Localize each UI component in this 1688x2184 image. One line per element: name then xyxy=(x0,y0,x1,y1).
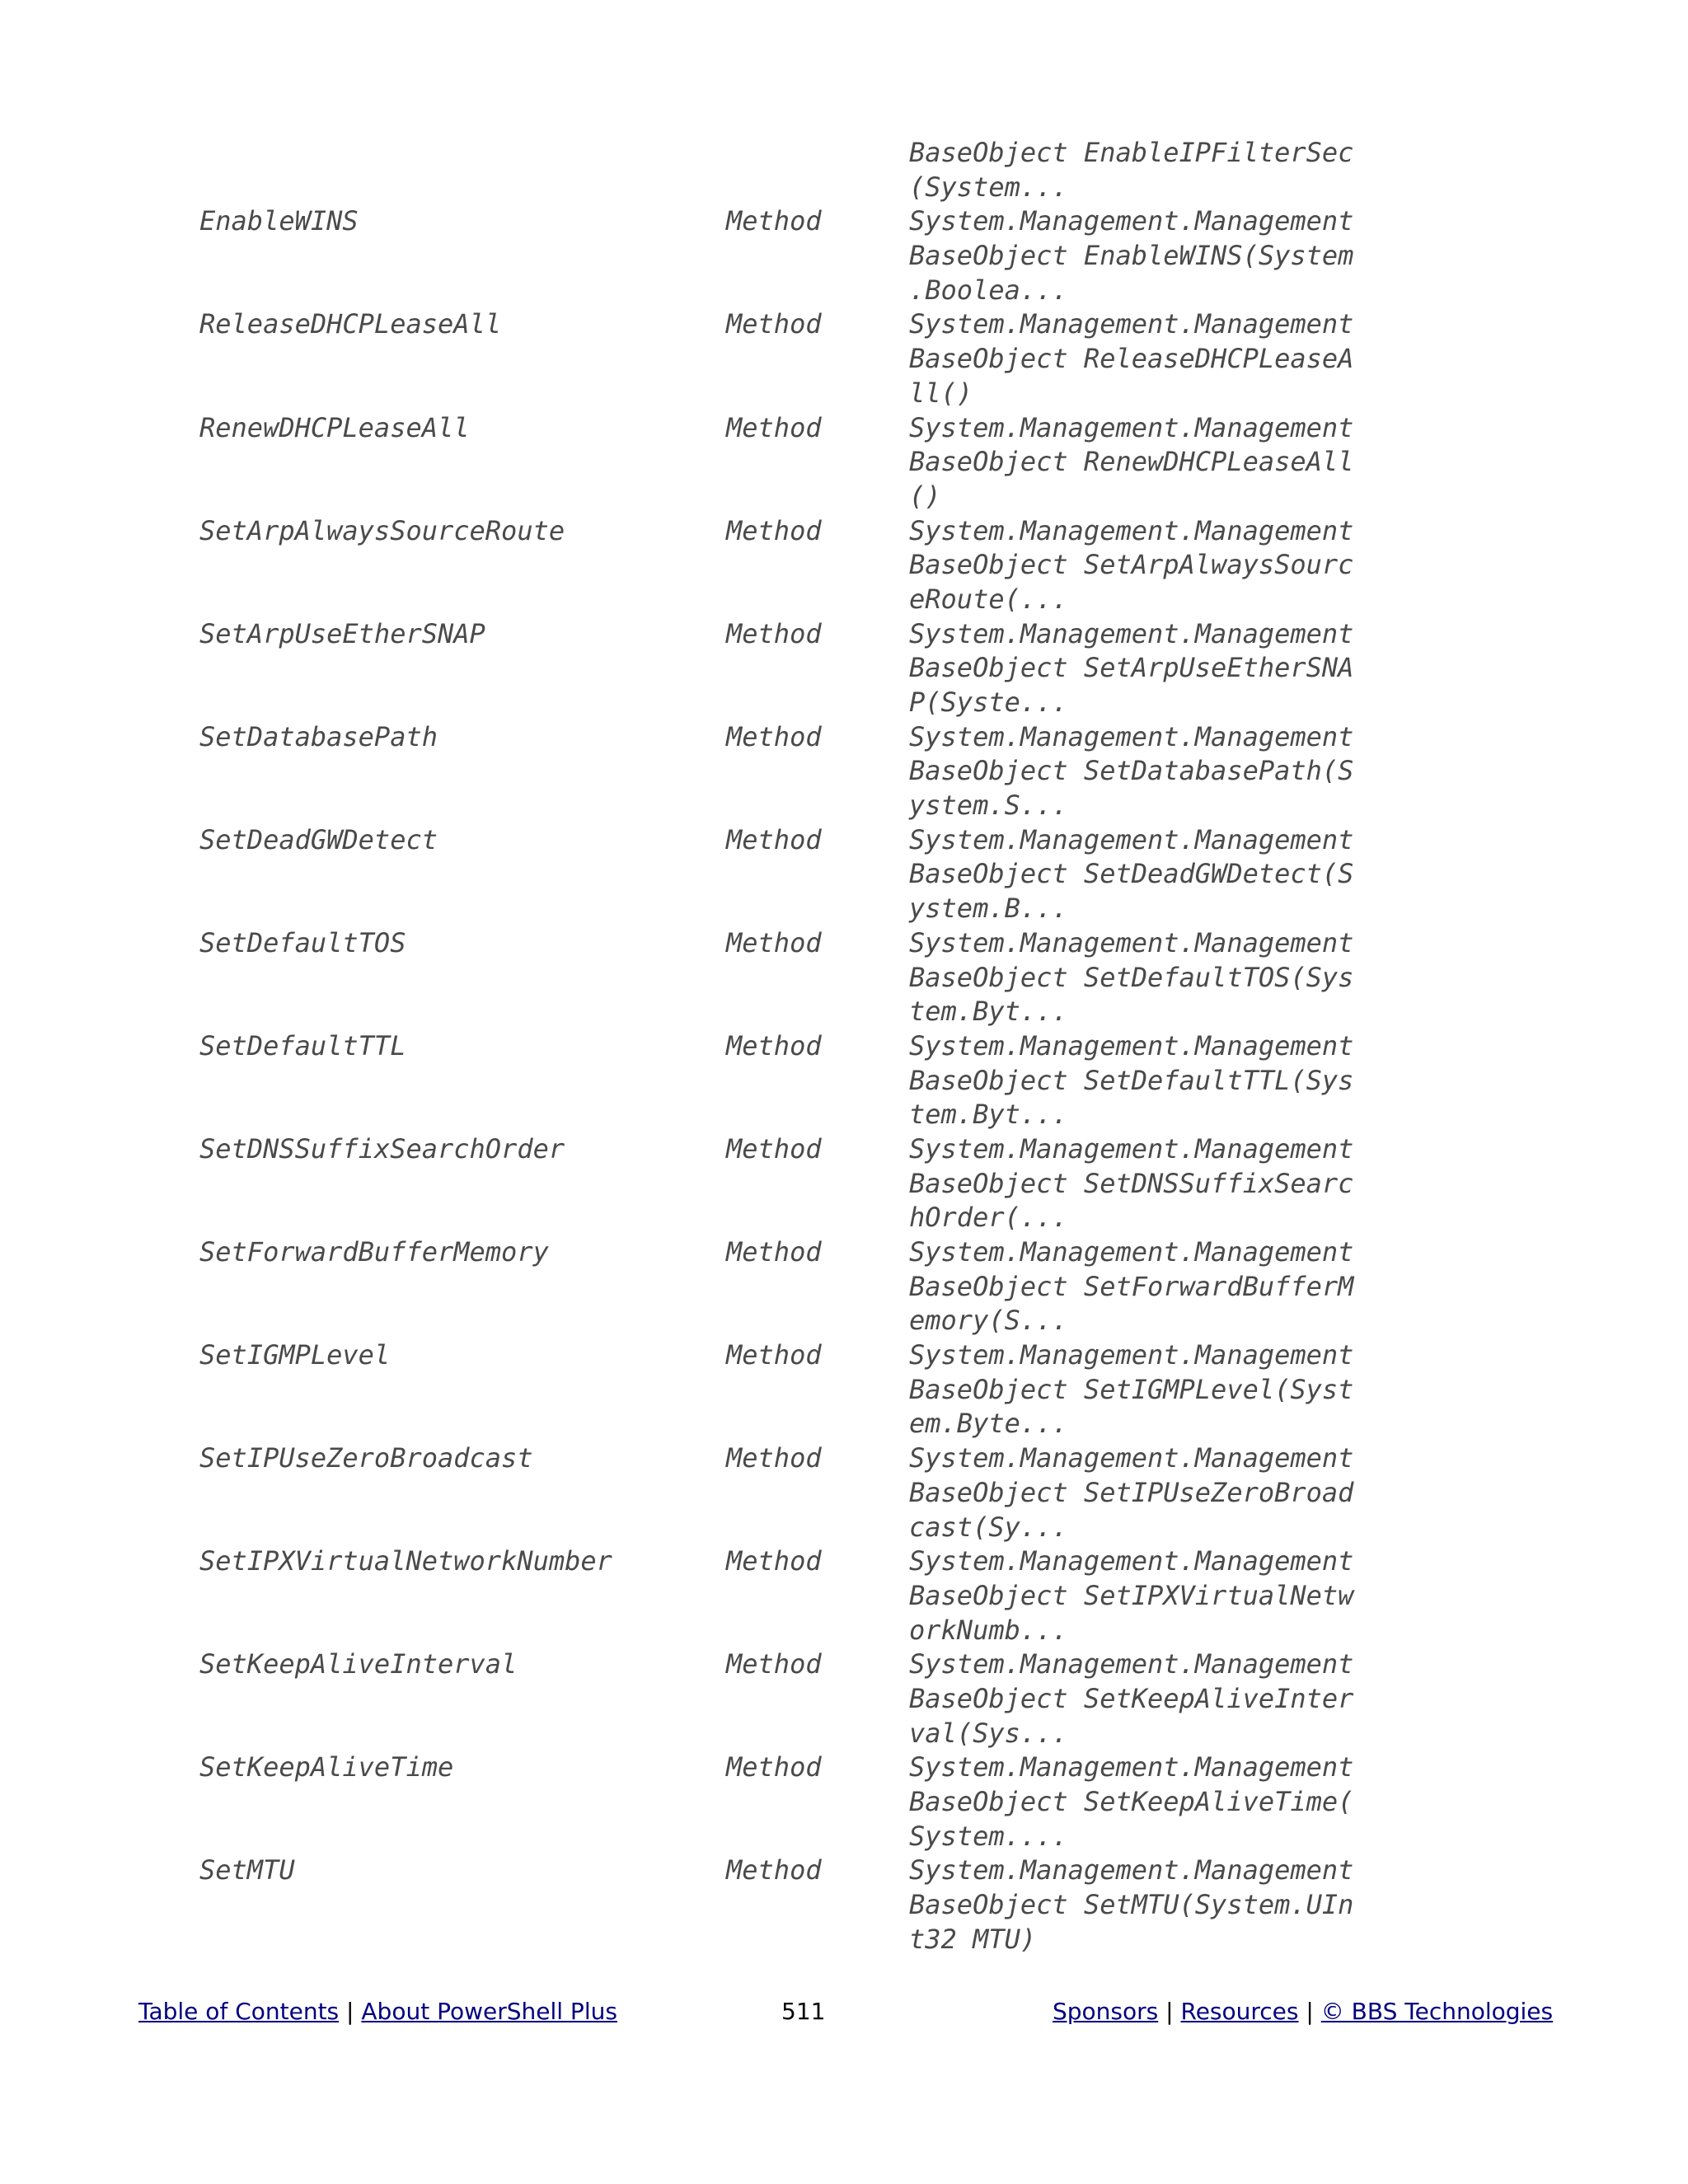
listing-line xyxy=(0,1682,1688,1717)
member-definition: em.Byte... xyxy=(909,1408,1068,1440)
member-type: Method xyxy=(726,1132,822,1165)
member-definition: .Boolea... xyxy=(909,274,1068,306)
member-definition: hOrder(... xyxy=(909,1202,1068,1234)
member-type: Method xyxy=(726,308,822,340)
member-definition: BaseObject SetArpUseEtherSNA xyxy=(909,652,1354,684)
listing-line xyxy=(0,823,1688,858)
listing-line xyxy=(0,857,1688,892)
member-definition: System.Management.Management xyxy=(909,617,1354,649)
member-listing xyxy=(0,136,1688,1957)
listing-line xyxy=(0,1064,1688,1099)
member-type: Method xyxy=(726,1236,822,1268)
listing-line xyxy=(0,995,1688,1029)
member-type: Method xyxy=(726,1648,822,1680)
member-definition: cast(Sy... xyxy=(909,1511,1068,1543)
member-name: SetIPXVirtualNetworkNumber xyxy=(199,1545,612,1577)
member-name: SetIGMPLevel xyxy=(199,1339,391,1371)
page-footer xyxy=(0,1998,1688,2034)
listing-line xyxy=(0,1854,1688,1888)
footer-left-links xyxy=(138,1998,617,2025)
listing-line xyxy=(0,1304,1688,1338)
listing-line xyxy=(0,1373,1688,1408)
member-definition: BaseObject SetMTU(System.UIn xyxy=(909,1889,1354,1921)
footer-separator: | xyxy=(346,1998,354,2025)
listing-line xyxy=(0,1201,1688,1235)
member-type: Method xyxy=(726,514,822,546)
member-definition: System.Management.Management xyxy=(909,1442,1354,1474)
member-definition: BaseObject SetIPXVirtualNetw xyxy=(909,1579,1354,1611)
page-number: 511 xyxy=(781,1998,826,2025)
listing-line xyxy=(0,445,1688,480)
member-definition: System.Management.Management xyxy=(909,926,1354,958)
member-name: SetKeepAliveInterval xyxy=(199,1648,518,1680)
member-definition: eRoute(... xyxy=(909,583,1068,615)
member-definition: BaseObject SetDefaultTOS(Sys xyxy=(909,961,1354,993)
listing-line xyxy=(0,961,1688,996)
listing-line xyxy=(0,1888,1688,1923)
member-definition: BaseObject SetArpAlwaysSourc xyxy=(909,549,1354,581)
member-definition: (System... xyxy=(909,171,1068,203)
member-definition: ystem.S... xyxy=(909,790,1068,822)
member-definition: System.Management.Management xyxy=(909,205,1354,237)
member-definition: System.Management.Management xyxy=(909,1236,1354,1268)
member-definition: BaseObject EnableWINS(System xyxy=(909,240,1354,272)
member-definition: BaseObject SetKeepAliveInter xyxy=(909,1682,1354,1714)
member-definition: BaseObject SetDeadGWDetect(S xyxy=(909,858,1354,890)
member-type: Method xyxy=(726,411,822,443)
footer-right-links xyxy=(1053,1998,1553,2025)
member-name: SetDeadGWDetect xyxy=(199,823,438,855)
member-type: Method xyxy=(726,1545,822,1577)
member-definition: System.Management.Management xyxy=(909,411,1354,443)
listing-line xyxy=(0,789,1688,823)
member-definition: P(Syste... xyxy=(909,687,1068,718)
listing-line xyxy=(0,1647,1688,1682)
member-definition: BaseObject RenewDHCPLeaseAll xyxy=(909,446,1354,478)
sponsors-link[interactable]: Sponsors xyxy=(1053,1998,1159,2025)
member-definition: BaseObject EnableIPFilterSec xyxy=(909,137,1354,168)
member-type: Method xyxy=(726,1442,822,1474)
listing-line xyxy=(0,1132,1688,1167)
listing-line xyxy=(0,1750,1688,1785)
member-name: RenewDHCPLeaseAll xyxy=(199,411,470,443)
member-type: Method xyxy=(726,1339,822,1371)
member-definition: BaseObject SetForwardBufferM xyxy=(909,1270,1354,1302)
member-type: Method xyxy=(726,823,822,855)
listing-line xyxy=(0,926,1688,961)
member-name: SetDefaultTTL xyxy=(199,1029,406,1062)
listing-line xyxy=(0,1820,1688,1854)
listing-line xyxy=(0,274,1688,308)
listing-line xyxy=(0,377,1688,411)
member-name: SetMTU xyxy=(199,1854,295,1886)
listing-line xyxy=(0,1407,1688,1441)
member-definition: emory(S... xyxy=(909,1305,1068,1337)
member-name: SetDNSSuffixSearchOrder xyxy=(199,1132,565,1165)
member-type: Method xyxy=(726,1029,822,1062)
member-definition: System.Management.Management xyxy=(909,1648,1354,1680)
listing-line xyxy=(0,548,1688,583)
listing-line xyxy=(0,1441,1688,1476)
member-definition: BaseObject SetDefaultTTL(Sys xyxy=(909,1064,1354,1096)
member-definition: ystem.B... xyxy=(909,893,1068,925)
member-definition: System.Management.Management xyxy=(909,1029,1354,1062)
copyright-link[interactable]: © BBS Technologies xyxy=(1320,1998,1554,2025)
listing-line xyxy=(0,651,1688,686)
listing-line xyxy=(0,411,1688,446)
listing-line xyxy=(0,136,1688,171)
listing-line xyxy=(0,754,1688,789)
listing-line xyxy=(0,1235,1688,1270)
listing-line xyxy=(0,307,1688,342)
listing-line xyxy=(0,1544,1688,1579)
member-type: Method xyxy=(726,720,822,752)
listing-line xyxy=(0,617,1688,652)
member-definition: BaseObject SetKeepAliveTime( xyxy=(909,1786,1354,1817)
member-definition: BaseObject SetIPUseZeroBroad xyxy=(909,1476,1354,1508)
member-definition: BaseObject SetDNSSuffixSearc xyxy=(909,1167,1354,1199)
listing-line xyxy=(0,1029,1688,1064)
member-name: ReleaseDHCPLeaseAll xyxy=(199,308,502,340)
member-name: SetArpUseEtherSNAP xyxy=(199,617,485,649)
member-definition: System.Management.Management xyxy=(909,720,1354,752)
listing-line xyxy=(0,171,1688,205)
member-name: SetArpAlwaysSourceRoute xyxy=(199,514,565,546)
member-definition: System.Management.Management xyxy=(909,514,1354,546)
listing-line xyxy=(0,239,1688,274)
member-definition: () xyxy=(909,480,941,512)
listing-line xyxy=(0,1476,1688,1511)
member-type: Method xyxy=(726,205,822,237)
member-type: Method xyxy=(726,1854,822,1886)
listing-line xyxy=(0,1270,1688,1305)
member-definition: tem.Byt... xyxy=(909,1099,1068,1131)
listing-line xyxy=(0,892,1688,926)
member-name: SetDatabasePath xyxy=(199,720,438,752)
member-definition: System.Management.Management xyxy=(909,1854,1354,1886)
listing-line xyxy=(0,1511,1688,1545)
footer-separator: | xyxy=(1165,1998,1174,2025)
listing-line xyxy=(0,204,1688,239)
member-name: SetForwardBufferMemory xyxy=(199,1236,549,1268)
listing-line xyxy=(0,1098,1688,1132)
member-type: Method xyxy=(726,926,822,958)
table-of-contents-link[interactable]: Table of Contents xyxy=(138,1998,340,2025)
member-definition: BaseObject ReleaseDHCPLeaseA xyxy=(909,343,1354,375)
member-type: Method xyxy=(726,617,822,649)
member-name: EnableWINS xyxy=(199,205,359,237)
member-definition: System.Management.Management xyxy=(909,1751,1354,1783)
member-definition: System.Management.Management xyxy=(909,1545,1354,1577)
member-definition: ll() xyxy=(909,377,973,409)
member-definition: BaseObject SetIGMPLevel(Syst xyxy=(909,1373,1354,1405)
listing-line xyxy=(0,1579,1688,1614)
listing-line xyxy=(0,342,1688,377)
listing-line xyxy=(0,480,1688,514)
listing-line xyxy=(0,1167,1688,1202)
member-name: SetKeepAliveTime xyxy=(199,1751,454,1783)
listing-line xyxy=(0,1717,1688,1751)
member-name: SetDefaultTOS xyxy=(199,926,406,958)
listing-line xyxy=(0,720,1688,755)
member-type: Method xyxy=(726,1751,822,1783)
member-definition: tem.Byt... xyxy=(909,996,1068,1028)
about-powershell-plus-link[interactable]: About PowerShell Plus xyxy=(361,1998,617,2025)
listing-line xyxy=(0,1785,1688,1820)
listing-line xyxy=(0,1338,1688,1373)
listing-line xyxy=(0,1614,1688,1648)
member-definition: t32 MTU) xyxy=(909,1923,1037,1955)
listing-line xyxy=(0,514,1688,549)
listing-line xyxy=(0,583,1688,617)
listing-line xyxy=(0,1923,1688,1957)
listing-line xyxy=(0,686,1688,720)
member-definition: val(Sys... xyxy=(909,1717,1068,1749)
member-name: SetIPUseZeroBroadcast xyxy=(199,1442,533,1474)
member-definition: System.Management.Management xyxy=(909,1132,1354,1165)
member-definition: System.Management.Management xyxy=(909,308,1354,340)
resources-link[interactable]: Resources xyxy=(1180,1998,1299,2025)
member-definition: orkNumb... xyxy=(909,1614,1068,1646)
member-definition: System.... xyxy=(909,1820,1068,1852)
member-definition: BaseObject SetDatabasePath(S xyxy=(909,755,1354,787)
footer-separator: | xyxy=(1306,1998,1314,2025)
member-definition: System.Management.Management xyxy=(909,823,1354,855)
member-definition: System.Management.Management xyxy=(909,1339,1354,1371)
